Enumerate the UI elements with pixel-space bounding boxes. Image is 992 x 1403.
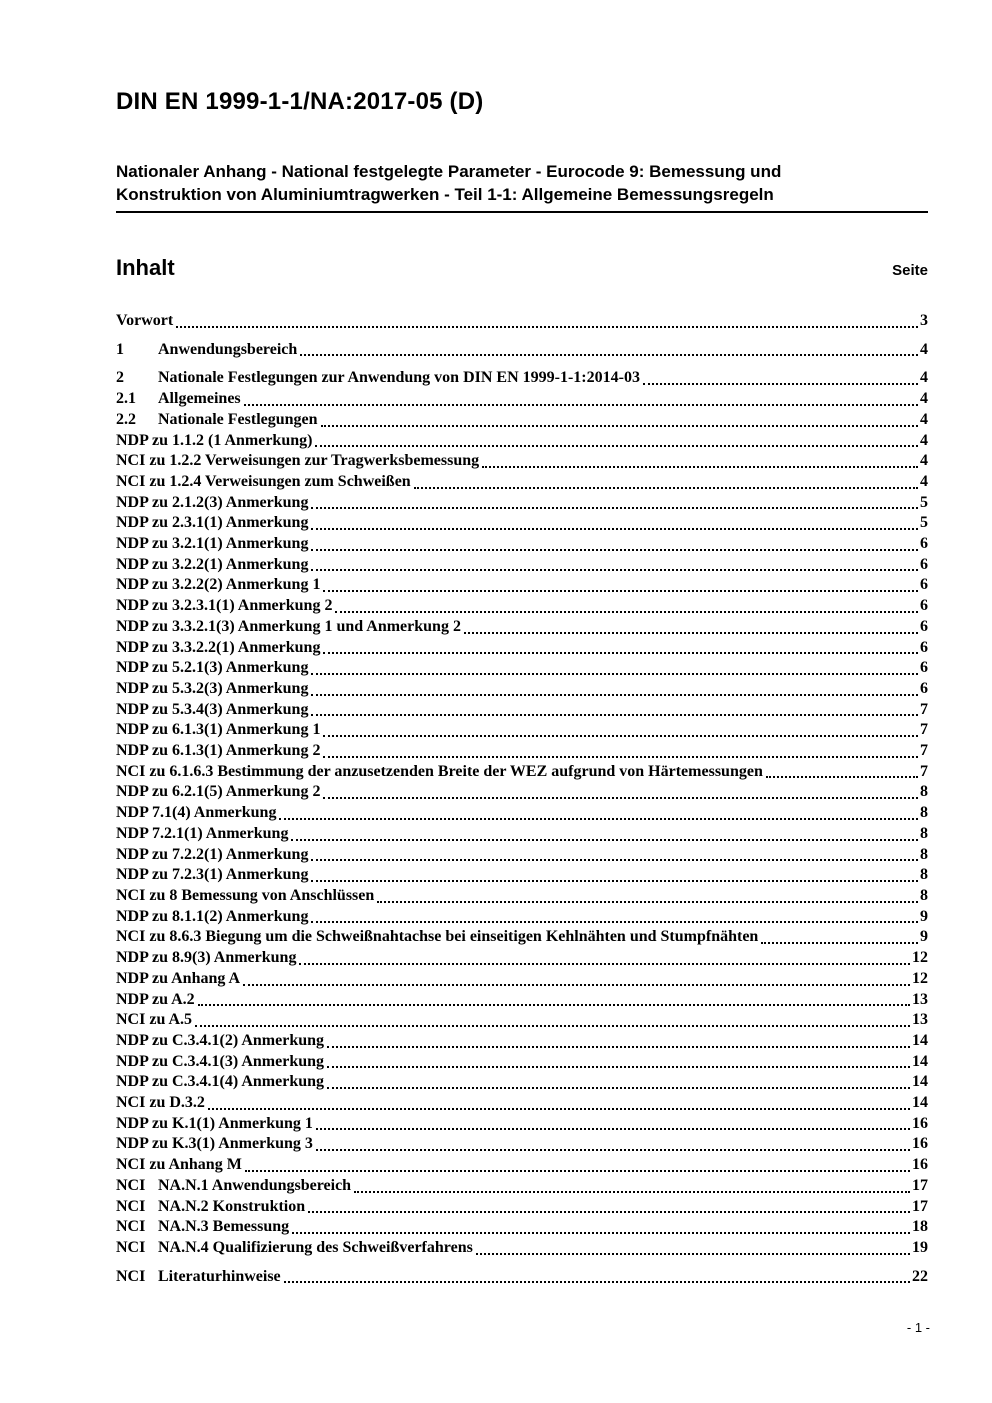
toc-entry-number: 2 xyxy=(116,369,124,387)
toc-entry-label: NCI zu A.5 xyxy=(116,1011,193,1029)
toc-entry-label: NDP zu 3.3.2.1(3) Anmerkung 1 und Anmerkung 2 xyxy=(116,617,461,635)
toc-entry-page: 14 xyxy=(912,1052,928,1070)
toc-heading: Inhalt xyxy=(116,255,175,280)
toc-dot-leader xyxy=(354,1191,910,1193)
toc-entry-page: 4 xyxy=(920,472,928,490)
toc-entry-number: 2.1 xyxy=(116,390,136,408)
toc-entry xyxy=(116,1010,928,1031)
toc-dot-leader xyxy=(195,1025,910,1027)
toc-entry xyxy=(116,658,928,679)
toc-entry-page: 5 xyxy=(920,514,928,532)
toc-entry-label: Vorwort xyxy=(116,312,174,329)
toc-entry-page: 14 xyxy=(912,1094,928,1112)
toc-entry-label: NDP 7.1(4) Anmerkung xyxy=(116,804,277,822)
toc-entry-page: 6 xyxy=(920,597,928,615)
toc-entry-page: 9 xyxy=(920,928,928,946)
toc-entry-page: 4 xyxy=(920,390,928,408)
toc-entry xyxy=(116,700,928,721)
toc-entry-label: Nationale Festlegungen xyxy=(158,410,318,428)
toc-dot-leader xyxy=(198,1004,910,1006)
toc-dot-leader xyxy=(300,354,918,356)
toc-entry xyxy=(116,845,928,866)
toc-entry-page: 4 xyxy=(920,410,928,428)
document-subtitle-line-2: Konstruktion von Aluminiumtragwerken - Teil 1-1: Allgemeine Bemessungsregeln xyxy=(116,185,774,204)
toc-entry-label: NDP 7.2.1(1) Anmerkung xyxy=(116,824,289,842)
document-subtitle-line-1: Nationaler Anhang - National festgelegte Parameter - Eurocode 9: Bemessung und xyxy=(116,162,782,181)
toc-entry-page: 8 xyxy=(920,866,928,884)
toc-entry-label: NDP zu 8.9(3) Anmerkung xyxy=(116,949,297,967)
toc-entry xyxy=(116,1197,928,1218)
toc-entry-page: 13 xyxy=(912,1011,928,1029)
toc-entry xyxy=(116,679,928,700)
toc-entry xyxy=(116,1176,928,1197)
toc-dot-leader xyxy=(761,942,918,944)
toc-dot-leader xyxy=(311,694,918,696)
toc-entry-page: 4 xyxy=(920,340,928,358)
toc-entry xyxy=(116,927,928,948)
toc-dot-leader xyxy=(323,797,918,799)
toc-dot-leader xyxy=(311,549,918,551)
toc-entry-label: NDP zu 7.2.3(1) Anmerkung xyxy=(116,866,309,884)
toc-entry xyxy=(116,762,928,783)
toc-page-column-label: Seite xyxy=(892,262,928,279)
toc-dot-leader xyxy=(245,1170,910,1172)
toc-entry-label: NDP zu K.3(1) Anmerkung 3 xyxy=(116,1135,313,1153)
toc-entry-page: 16 xyxy=(912,1156,928,1174)
toc-entry-label: NDP zu 3.2.2(1) Anmerkung xyxy=(116,555,309,573)
toc-entry-label: NDP zu 8.1.1(2) Anmerkung xyxy=(116,907,309,925)
toc-entry-number: NCI xyxy=(116,1238,146,1256)
document-title: DIN EN 1999-1-1/NA:2017-05 (D) xyxy=(116,88,484,115)
toc-entry-page: 13 xyxy=(912,990,928,1008)
toc-entry-label: Nationale Festlegungen zur Anwendung von DIN EN 1999-1-1:2014-03 xyxy=(158,369,640,387)
toc-entry-page: 19 xyxy=(912,1238,928,1256)
toc-dot-leader xyxy=(311,673,918,675)
toc-entry xyxy=(116,865,928,886)
toc-entry-label: NDP zu 5.3.4(3) Anmerkung xyxy=(116,700,309,718)
toc-dot-leader xyxy=(643,383,918,385)
toc-header xyxy=(116,255,928,281)
toc-entry-page: 4 xyxy=(920,431,928,449)
toc-entry xyxy=(116,1052,928,1073)
toc-entry-page: 6 xyxy=(920,535,928,553)
toc-dot-leader xyxy=(327,1066,910,1068)
toc-entry xyxy=(116,431,928,452)
toc-entry-label: NDP zu Anhang A xyxy=(116,969,241,987)
toc-entry xyxy=(116,907,928,928)
toc-entry-label: NDP zu 7.2.2(1) Anmerkung xyxy=(116,845,309,863)
toc-entry xyxy=(116,311,928,332)
toc-entry-page: 8 xyxy=(920,845,928,863)
toc-entry xyxy=(116,451,928,472)
toc-dot-leader xyxy=(766,776,918,778)
toc-entry-page: 8 xyxy=(920,783,928,801)
toc-entry-number: NCI xyxy=(116,1267,146,1285)
toc-list xyxy=(116,311,928,1287)
toc-dot-leader xyxy=(476,1253,910,1255)
toc-entry xyxy=(116,969,928,990)
page-content xyxy=(116,0,928,1287)
toc-dot-leader xyxy=(377,901,918,903)
toc-dot-leader xyxy=(323,756,918,758)
toc-entry-page: 14 xyxy=(912,1073,928,1091)
toc-entry-label: NDP zu 3.3.2.2(1) Anmerkung xyxy=(116,638,321,656)
toc-entry-label: NCI zu 6.1.6.3 Bestimmung der anzusetzenden Breite der WEZ aufgrund von Härtemessungen xyxy=(116,762,763,780)
toc-entry-label: NCI zu D.3.2 xyxy=(116,1094,205,1112)
toc-entry-label: NDP zu 3.2.3.1(1) Anmerkung 2 xyxy=(116,597,333,615)
toc-dot-leader xyxy=(292,1232,910,1234)
toc-entry-label: NCI zu 8 Bemessung von Anschlüssen xyxy=(116,886,375,904)
toc-dot-leader xyxy=(327,1087,910,1089)
toc-entry-label: NDP zu 6.2.1(5) Anmerkung 2 xyxy=(116,783,321,801)
toc-entry-page: 4 xyxy=(920,452,928,470)
toc-entry-page: 12 xyxy=(912,949,928,967)
toc-dot-leader xyxy=(323,590,918,592)
toc-entry-label: NA.N.1 Anwendungsbereich xyxy=(158,1176,352,1194)
toc-entry-label: NDP zu 6.1.3(1) Anmerkung 2 xyxy=(116,742,321,760)
toc-entry xyxy=(116,1267,928,1288)
toc-entry-label: NDP zu 3.2.1(1) Anmerkung xyxy=(116,535,309,553)
toc-entry-label: NDP zu C.3.4.1(2) Anmerkung xyxy=(116,1031,325,1049)
toc-dot-leader xyxy=(311,507,918,509)
toc-entry-page: 12 xyxy=(912,969,928,987)
toc-entry-page: 18 xyxy=(912,1218,928,1236)
toc-entry xyxy=(116,990,928,1011)
toc-dot-leader xyxy=(279,818,918,820)
toc-dot-leader xyxy=(244,404,918,406)
toc-entry xyxy=(116,803,928,824)
toc-entry-page: 7 xyxy=(920,762,928,780)
toc-dot-leader xyxy=(327,1046,910,1048)
toc-entry xyxy=(116,1072,928,1093)
toc-dot-leader xyxy=(311,859,918,861)
toc-entry xyxy=(116,1093,928,1114)
toc-entry-number: 1 xyxy=(116,340,124,358)
toc-entry-label: NDP zu 2.3.1(1) Anmerkung xyxy=(116,514,309,532)
toc-entry-page: 7 xyxy=(920,742,928,760)
toc-dot-leader xyxy=(311,921,918,923)
toc-dot-leader xyxy=(311,569,918,571)
toc-entry-number: NCI xyxy=(116,1218,146,1236)
toc-entry xyxy=(116,1134,928,1155)
toc-entry-label: Allgemeines xyxy=(158,390,241,408)
toc-entry-label: NA.N.4 Qualifizierung des Schweißverfahrens xyxy=(158,1238,473,1256)
toc-entry-page: 9 xyxy=(920,907,928,925)
toc-entry xyxy=(116,493,928,514)
toc-entry-label: NDP zu 2.1.2(3) Anmerkung xyxy=(116,493,309,511)
toc-entry xyxy=(116,1114,928,1135)
toc-entry-page: 4 xyxy=(920,369,928,387)
toc-entry xyxy=(116,389,928,410)
toc-entry xyxy=(116,720,928,741)
toc-entry-label: NDP zu C.3.4.1(4) Anmerkung xyxy=(116,1073,325,1091)
toc-entry-page: 6 xyxy=(920,659,928,677)
toc-dot-leader xyxy=(284,1281,910,1283)
toc-entry-page: 6 xyxy=(920,638,928,656)
toc-entry-page: 22 xyxy=(912,1267,928,1285)
toc-entry-page: 6 xyxy=(920,555,928,573)
toc-entry xyxy=(116,1238,928,1259)
toc-entry-label: NDP zu 3.2.2(2) Anmerkung 1 xyxy=(116,576,321,594)
toc-entry xyxy=(116,575,928,596)
toc-dot-leader xyxy=(316,1149,910,1151)
toc-dot-leader xyxy=(414,487,918,489)
toc-entry-page: 8 xyxy=(920,886,928,904)
toc-entry xyxy=(116,638,928,659)
toc-entry xyxy=(116,368,928,389)
toc-entry-number: NCI xyxy=(116,1176,146,1194)
toc-dot-leader xyxy=(335,611,918,613)
toc-entry-label: NDP zu C.3.4.1(3) Anmerkung xyxy=(116,1052,325,1070)
toc-entry xyxy=(116,596,928,617)
toc-entry-page: 16 xyxy=(912,1135,928,1153)
toc-entry-page: 5 xyxy=(920,493,928,511)
toc-dot-leader xyxy=(464,632,918,634)
toc-dot-leader xyxy=(299,963,910,965)
toc-entry-label: NA.N.2 Konstruktion xyxy=(158,1197,306,1215)
toc-entry xyxy=(116,948,928,969)
toc-entry xyxy=(116,1217,928,1238)
toc-entry xyxy=(116,410,928,431)
toc-entry-page: 17 xyxy=(912,1197,928,1215)
toc-entry xyxy=(116,782,928,803)
toc-entry-page: 7 xyxy=(920,721,928,739)
toc-entry-page: 6 xyxy=(920,679,928,697)
toc-entry-page: 8 xyxy=(920,824,928,842)
document-subtitle xyxy=(116,160,928,213)
toc-dot-leader xyxy=(208,1108,910,1110)
toc-dot-leader xyxy=(176,326,918,328)
toc-dot-leader xyxy=(316,1128,910,1130)
toc-dot-leader xyxy=(311,714,918,716)
toc-entry-label: Literaturhinweise xyxy=(158,1267,281,1285)
toc-entry-label: NCI zu 1.2.2 Verweisungen zur Tragwerksbemessung xyxy=(116,452,480,470)
toc-dot-leader xyxy=(311,880,918,882)
toc-entry-label: NCI zu Anhang M xyxy=(116,1156,242,1174)
toc-entry-label: NDP zu 1.1.2 (1 Anmerkung) xyxy=(116,431,313,449)
toc-entry-label: NDP zu 5.3.2(3) Anmerkung xyxy=(116,679,309,697)
toc-entry xyxy=(116,886,928,907)
toc-entry-label: NDP zu K.1(1) Anmerkung 1 xyxy=(116,1114,313,1132)
toc-dot-leader xyxy=(482,466,918,468)
toc-dot-leader xyxy=(291,839,918,841)
toc-entry xyxy=(116,555,928,576)
toc-dot-leader xyxy=(323,652,918,654)
toc-entry-page: 3 xyxy=(920,312,928,329)
toc-entry xyxy=(116,741,928,762)
toc-entry-number: 2.2 xyxy=(116,410,136,428)
toc-entry xyxy=(116,534,928,555)
toc-entry-label: NDP zu A.2 xyxy=(116,990,195,1008)
toc-entry-page: 16 xyxy=(912,1114,928,1132)
toc-entry-page: 14 xyxy=(912,1031,928,1049)
toc-entry-page: 7 xyxy=(920,700,928,718)
toc-entry-label: Anwendungsbereich xyxy=(158,340,298,358)
toc-entry-number: NCI xyxy=(116,1197,146,1215)
toc-dot-leader xyxy=(315,445,918,447)
toc-entry-page: 6 xyxy=(920,576,928,594)
toc-entry-page: 6 xyxy=(920,617,928,635)
toc-entry-page: 8 xyxy=(920,804,928,822)
toc-dot-leader xyxy=(323,735,918,737)
toc-entry xyxy=(116,1031,928,1052)
toc-entry-label: NCI zu 8.6.3 Biegung um die Schweißnahtachse bei einseitigen Kehlnähten und Stumpfnähten xyxy=(116,928,759,946)
toc-entry-page: 17 xyxy=(912,1176,928,1194)
toc-entry xyxy=(116,340,928,361)
toc-entry xyxy=(116,824,928,845)
toc-entry-label: NA.N.3 Bemessung xyxy=(158,1218,290,1236)
toc-entry xyxy=(116,1155,928,1176)
footer-page-number: - 1 - xyxy=(906,1320,930,1335)
toc-dot-leader xyxy=(311,528,918,530)
toc-dot-leader xyxy=(243,984,910,986)
toc-entry xyxy=(116,513,928,534)
toc-dot-leader xyxy=(308,1211,910,1213)
toc-entry-label: NCI zu 1.2.4 Verweisungen zum Schweißen xyxy=(116,472,411,490)
toc-entry-label: NDP zu 5.2.1(3) Anmerkung xyxy=(116,659,309,677)
toc-entry xyxy=(116,617,928,638)
toc-entry-label: NDP zu 6.1.3(1) Anmerkung 1 xyxy=(116,721,321,739)
toc-dot-leader xyxy=(321,425,918,427)
toc-entry xyxy=(116,472,928,493)
